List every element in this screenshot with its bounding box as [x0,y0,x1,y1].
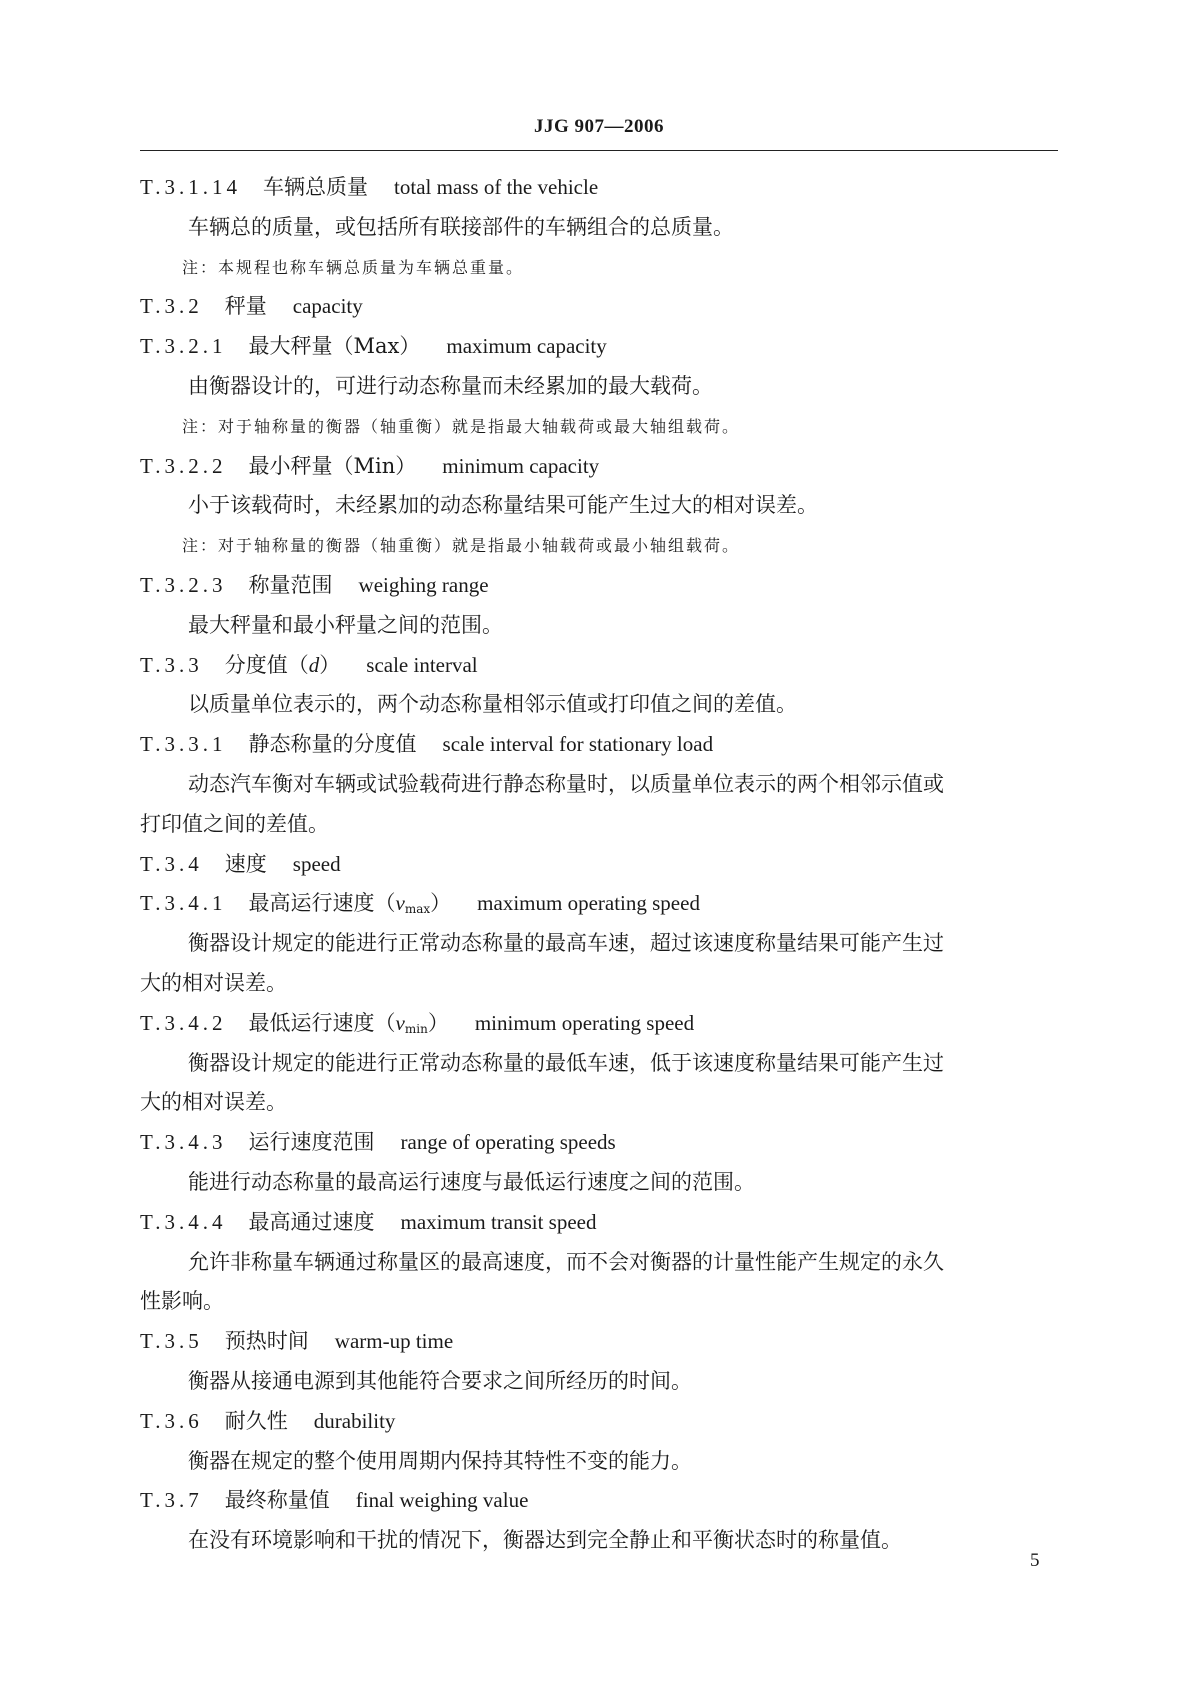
term-english: scale interval for stationary load [442,732,714,757]
term-definition-continued: 打印值之间的差值。 [140,811,329,836]
term-chinese-part: 分度值（ [224,652,309,677]
term-heading [140,1481,1058,1521]
term-definition: 小于该载荷时，未经累加的动态称量结果可能产生过大的相对误差。 [188,493,818,518]
term-english: warm-up time [334,1329,454,1354]
term-definition-continued: 大的相对误差。 [140,1090,287,1115]
term-number: T.3.5 [140,1329,203,1354]
term-definition: 衡器从接通电源到其他能符合要求之间所经历的时间。 [188,1368,692,1393]
term-number: T.3.7 [140,1488,203,1513]
term-heading [140,1123,1058,1163]
term-english: scale interval [366,652,478,677]
term-number: T.3.2 [140,294,203,319]
term-number: T.3.2.2 [140,453,227,478]
term-english: weighing range [358,572,489,597]
term-chinese-part: ） [430,891,452,916]
term-chinese: 最大秤量（Max） [248,334,421,359]
term-number: T.3.3 [140,652,203,677]
term-note: 注：对于轴称量的衡器（轴重衡）就是指最大轴载荷或最大轴组载荷。 [182,416,741,436]
term-chinese: 运行速度范围 [248,1130,375,1155]
term-english: minimum operating speed [474,1010,695,1035]
term-definition: 最大秤量和最小秤量之间的范围。 [188,612,503,637]
symbol-d: d [308,652,320,677]
term-chinese: 最终称量值 [224,1488,330,1513]
term-chinese: 速度 [224,851,267,876]
term-definition: 在没有环境影响和干扰的情况下，衡器达到完全静止和平衡状态时的称量值。 [188,1528,902,1553]
term-english: maximum operating speed [477,891,700,916]
term-definition-continued: 性影响。 [140,1289,224,1314]
term-english: minimum capacity [442,453,600,478]
term-definition: 衡器设计规定的能进行正常动态称量的最低车速，低于该速度称量结果可能产生过 [188,1050,944,1075]
term-number: T.3.1.14 [140,175,242,199]
term-chinese: 称量范围 [248,572,333,597]
term-definition: 衡器在规定的整个使用周期内保持其特性不变的能力。 [188,1448,692,1473]
term-note: 注：本规程也称车辆总质量为车辆总重量。 [182,257,525,277]
term-definition: 车辆总的质量，或包括所有联接部件的车辆组合的总质量。 [188,214,734,239]
symbol-subscript: min [404,1021,428,1036]
term-heading [140,1004,1058,1044]
term-heading [140,725,1058,765]
term-definition: 衡器设计规定的能进行正常动态称量的最高车速，超过该速度称量结果可能产生过 [188,931,944,956]
term-chinese-part: 最低运行速度（ [248,1010,396,1035]
term-chinese [225,646,341,686]
term-heading [140,327,1058,367]
term-chinese: 耐久性 [224,1408,288,1433]
symbol-v: v [395,891,405,916]
term-english: maximum transit speed [400,1209,597,1234]
term-chinese: 静态称量的分度值 [248,732,417,757]
term-definition: 由衡器设计的，可进行动态称量而未经累加的最大载荷。 [188,373,713,398]
term-heading [140,646,1058,686]
term-chinese-part: ） [427,1010,449,1035]
term-definition: 能进行动态称量的最高运行速度与最低运行速度之间的范围。 [188,1169,755,1194]
term-chinese: 秤量 [224,294,267,319]
term-chinese-part: 最高运行速度（ [248,891,396,916]
term-chinese-part: ） [319,652,341,677]
term-note: 注：对于轴称量的衡器（轴重衡）就是指最小轴载荷或最小轴组载荷。 [182,536,741,556]
term-english: maximum capacity [446,334,607,359]
term-english: speed [292,851,341,876]
document-body [140,168,1058,1561]
term-definition: 以质量单位表示的，两个动态称量相邻示值或打印值之间的差值。 [188,692,797,717]
term-number: T.3.2.3 [140,572,227,597]
term-heading [140,447,1058,487]
term-number: T.3.4.4 [140,1209,227,1234]
term-heading [140,1402,1058,1442]
term-chinese: 车辆总质量 [263,175,369,199]
page-number: 5 [1030,1550,1040,1571]
symbol-subscript: max [404,902,431,917]
term-chinese: 最高通过速度 [248,1209,375,1234]
term-number: T.3.4 [140,851,203,876]
term-heading [140,566,1058,606]
term-english: final weighing value [355,1488,529,1513]
term-heading [140,845,1058,885]
term-definition-continued: 大的相对误差。 [140,970,287,995]
term-chinese: 预热时间 [224,1329,309,1354]
term-chinese: 最小秤量（Min） [248,453,417,478]
term-number: T.3.4.1 [140,891,227,916]
term-number: T.3.2.1 [140,334,227,359]
term-heading [140,884,1058,924]
document-header: JJG 907—2006 [533,116,665,137]
term-number: T.3.4.2 [140,1010,227,1035]
term-english: total mass of the vehicle [394,175,599,199]
symbol-v: v [395,1010,405,1035]
term-english: capacity [292,294,363,319]
term-heading [140,287,1058,327]
term-heading [140,168,1058,208]
term-english: range of operating speeds [400,1130,616,1155]
term-number: T.3.6 [140,1408,203,1433]
term-definition: 允许非称量车辆通过称量区的最高速度，而不会对衡器的计量性能产生规定的永久 [188,1249,944,1274]
term-definition: 动态汽车衡对车辆或试验载荷进行静态称量时，以质量单位表示的两个相邻示值或 [188,771,944,796]
term-heading [140,1322,1058,1362]
term-number: T.3.3.1 [140,732,227,757]
term-number: T.3.4.3 [140,1130,227,1155]
term-heading [140,1203,1058,1243]
header-rule [140,150,1058,151]
term-english: durability [313,1408,396,1433]
